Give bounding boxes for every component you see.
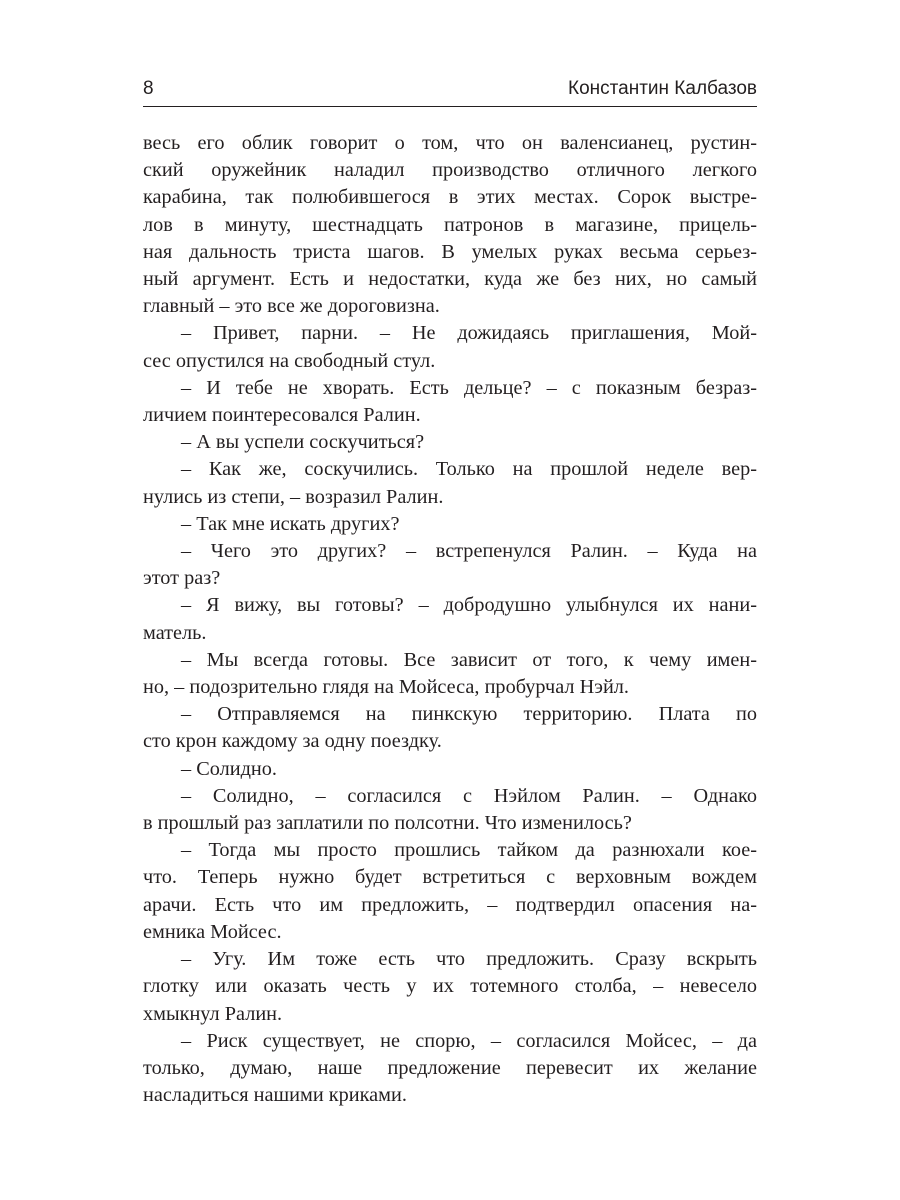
text-line: – Я вижу, вы готовы? – добродушно улыбнулся их нани- [181, 594, 757, 617]
header-rule [143, 106, 757, 107]
text-line: сес опустился на свободный стул. [143, 349, 436, 372]
text-line: – А вы успели соскучиться? [181, 431, 425, 454]
text-line: арачи. Есть что им предложить, – подтвердил опасения на- [143, 893, 757, 916]
text-line: весь его облик говорит о том, что он валенсианец, рустин- [143, 132, 757, 154]
text-line: нулись из степи, – возразил Ралин. [143, 485, 444, 508]
text-line: – Солидно. [181, 757, 277, 780]
text-line: емника Мойсес. [143, 920, 282, 943]
text-line: – Чего это других? – встрепенулся Ралин. – Куда на [181, 540, 757, 563]
text-line: хмыкнул Ралин. [143, 1002, 283, 1025]
text-line: насладиться нашими криками. [143, 1084, 407, 1107]
book-author: Константин Калбазов [568, 78, 757, 99]
text-line: личием поинтересовался Ралин. [143, 404, 421, 427]
body-text [143, 130, 757, 1109]
text-line: лов в минуту, шестнадцать патронов в магазине, прицель- [143, 213, 757, 236]
text-line: ный аргумент. Есть и недостатки, куда же без них, но самый [143, 268, 757, 291]
text-line: – Риск существует, не спорю, – согласился Мойсес, – да [181, 1029, 757, 1052]
text-line: – Привет, парни. – Не дожидаясь приглашения, Мой- [181, 322, 757, 345]
text-line: матель. [143, 621, 207, 644]
text-line: – Так мне искать других? [181, 512, 400, 535]
text-line: ский оружейник наладил производство отличного легкого [143, 159, 757, 182]
text-line: – Как же, соскучились. Только на прошлой неделе вер- [181, 458, 757, 481]
text-line: – Тогда мы просто прошлись тайком да разнюхали кое- [181, 839, 757, 862]
text-line: карабина, так полюбившегося в этих местах. Сорок выстре- [143, 186, 757, 209]
text-line: только, думаю, наше предложение перевесит их желание [143, 1056, 757, 1079]
text-line: – Отправляемся на пинкскую территорию. Плата по [181, 703, 757, 726]
text-line: что. Теперь нужно будет встретиться с верховным вождем [143, 866, 757, 889]
text-line: глотку или оказать честь у их тотемного столба, – невесело [143, 975, 757, 998]
text-line: сто крон каждому за одну поездку. [143, 730, 442, 753]
text-line: этот раз? [143, 567, 221, 590]
text-line: главный – это все же дороговизна. [143, 295, 440, 318]
text-line: в прошлый раз заплатили по полсотни. Что изменилось? [143, 812, 632, 835]
page-number: 8 [143, 78, 154, 99]
text-line: – Угу. Им тоже есть что предложить. Сразу вскрыть [181, 948, 757, 971]
running-head [143, 74, 757, 104]
text-line: – Мы всегда готовы. Все зависит от того, к чему имен- [181, 648, 757, 671]
text-line: ная дальность триста шагов. В умелых руках весьма серьез- [143, 240, 757, 263]
text-line: – Солидно, – согласился с Нэйлом Ралин. – Однако [181, 784, 757, 807]
text-line: – И тебе не хворать. Есть дельце? – с показным безраз- [181, 376, 757, 399]
text-line: но, – подозрительно глядя на Мойсеса, пробурчал Нэйл. [143, 676, 629, 699]
